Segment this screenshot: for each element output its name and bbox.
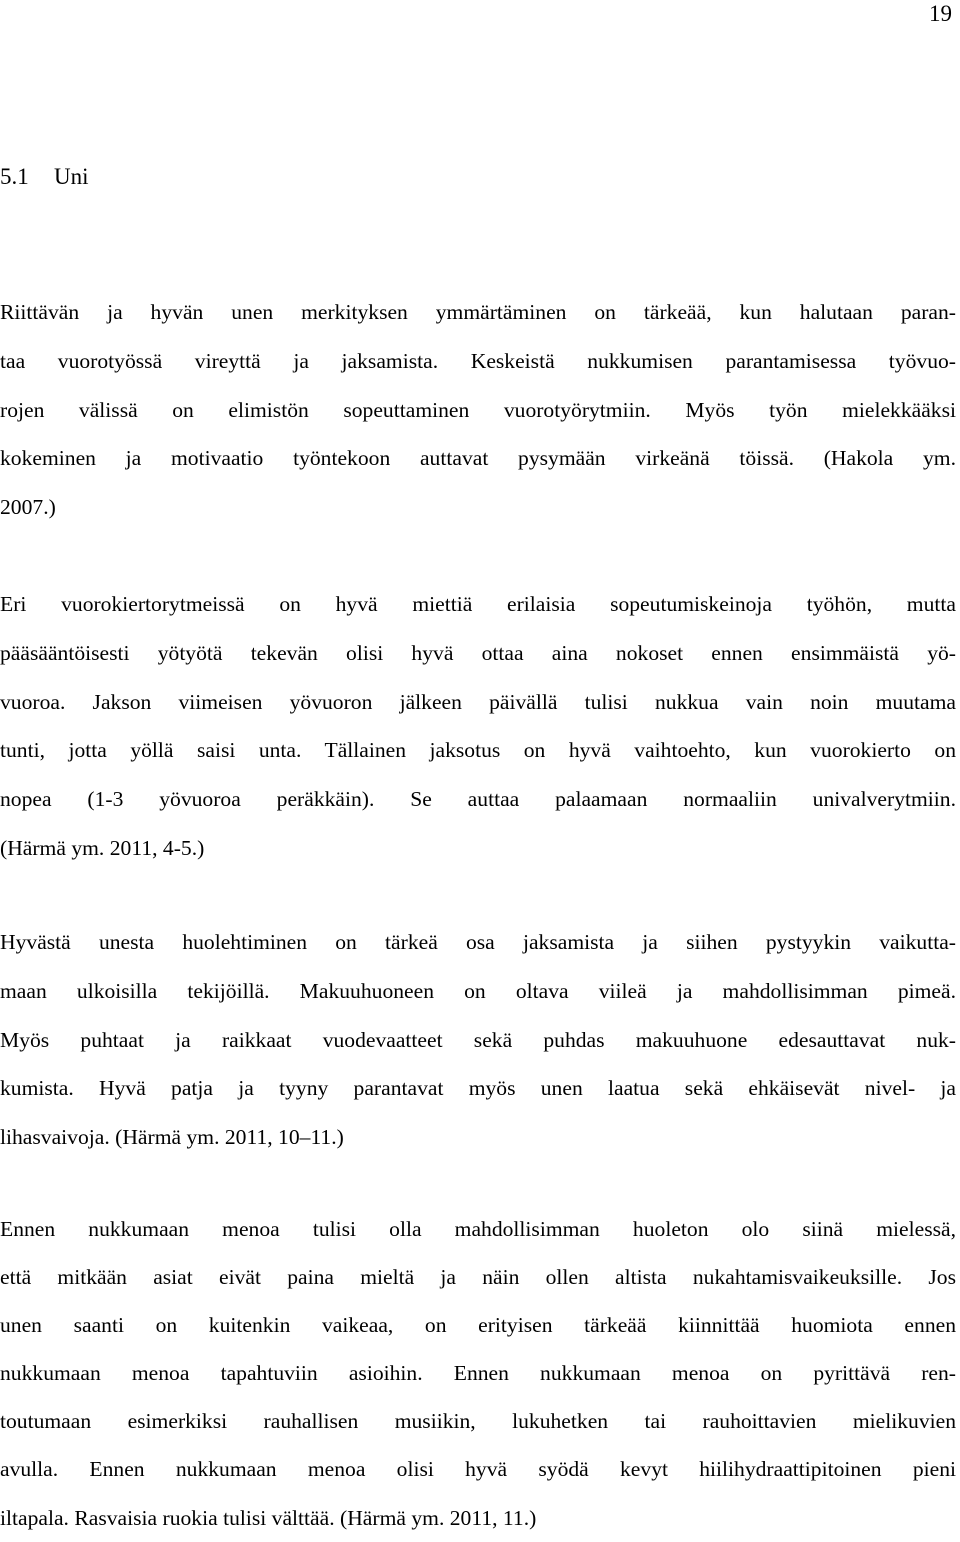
text-line: kumista. Hyvä patja ja tyyny parantavat myös unen laatua sekä ehkäisevät nivel- ja (0, 1076, 956, 1101)
text-line: avulla. Ennen nukkumaan menoa olisi hyvä syödä kevyt hiilihydraattipitoinen pieni (0, 1457, 956, 1482)
text-line: maan ulkoisilla tekijöillä. Makuuhuoneen on oltava viileä ja mahdollisimman pimeä. (0, 978, 956, 1003)
text-line: (Härmä ym. 2011, 4-5.) (0, 835, 205, 860)
text-line: Riittävän ja hyvän unen merkityksen ymmärtäminen on tärkeää, kun halutaan paran- (0, 300, 956, 324)
text-line: vuoroa. Jakson viimeisen yövuoron jälkeen päivällä tulisi nukkua vain noin muutama (0, 689, 956, 714)
text-line: nukkumaan menoa tapahtuviin asioihin. Ennen nukkumaan menoa on pyrittävä ren- (0, 1361, 956, 1386)
text-line: unen saanti on kuitenkin vaikeaa, on erityisen tärkeää kiinnittää huomiota ennen (0, 1313, 956, 1338)
section-title: Uni (54, 164, 89, 189)
text-line: iltapala. Rasvaisia ruokia tulisi välttää. (Härmä ym. 2011, 11.) (0, 1505, 537, 1530)
text-line: Myös puhtaat ja raikkaat vuodevaatteet sekä puhdas makuuhuone edesauttavat nuk- (0, 1027, 956, 1052)
paragraph-3 (0, 918, 956, 1162)
text-line: Hyvästä unesta huolehtiminen on tärkeä osa jaksamista ja siihen pystyykin vaikutta- (0, 930, 956, 954)
text-line: taa vuorotyössä vireyttä ja jaksamista. Keskeistä nukkumisen parantamisessa työvuo- (0, 348, 956, 373)
page-number: 19 (929, 1, 952, 26)
paragraph-1 (0, 288, 956, 532)
paragraph-4 (0, 1205, 956, 1542)
section-heading (0, 162, 89, 192)
text-line: tunti, jotta yöllä saisi unta. Tällainen jaksotus on hyvä vaihtoehto, kun vuorokierto on (0, 738, 956, 763)
text-line: nopea (1-3 yövuoroa peräkkäin). Se auttaa palaamaan normaaliin univalverytmiin. (0, 787, 956, 812)
text-line: toutumaan esimerkiksi rauhallisen musiikin, lukuhetken tai rauhoittavien mielikuvien (0, 1409, 956, 1434)
text-line: Eri vuorokiertorytmeissä on hyvä miettiä erilaisia sopeutumiskeinoja työhön, mutta (0, 592, 956, 616)
text-line: kokeminen ja motivaatio työntekoon auttavat pysymään virkeänä töissä. (Hakola ym. (0, 446, 956, 471)
text-line: pääsääntöisesti yötyötä tekevän olisi hyvä ottaa aina nokoset ennen ensimmäistä yö- (0, 640, 956, 665)
text-line: rojen välissä on elimistön sopeuttaminen vuorotyörytmiin. Myös työn mielekkääksi (0, 397, 956, 422)
text-line: 2007.) (0, 495, 56, 520)
text-line: Ennen nukkumaan menoa tulisi olla mahdollisimman huoleton olo siinä mielessä, (0, 1217, 956, 1241)
paragraph-2 (0, 580, 956, 873)
text-line: että mitkään asiat eivät paina mieltä ja näin ollen altista nukahtamisvaikeuksille. Jos (0, 1265, 956, 1290)
text-line: lihasvaivoja. (Härmä ym. 2011, 10–11.) (0, 1125, 344, 1150)
section-number: 5.1 (0, 164, 29, 189)
